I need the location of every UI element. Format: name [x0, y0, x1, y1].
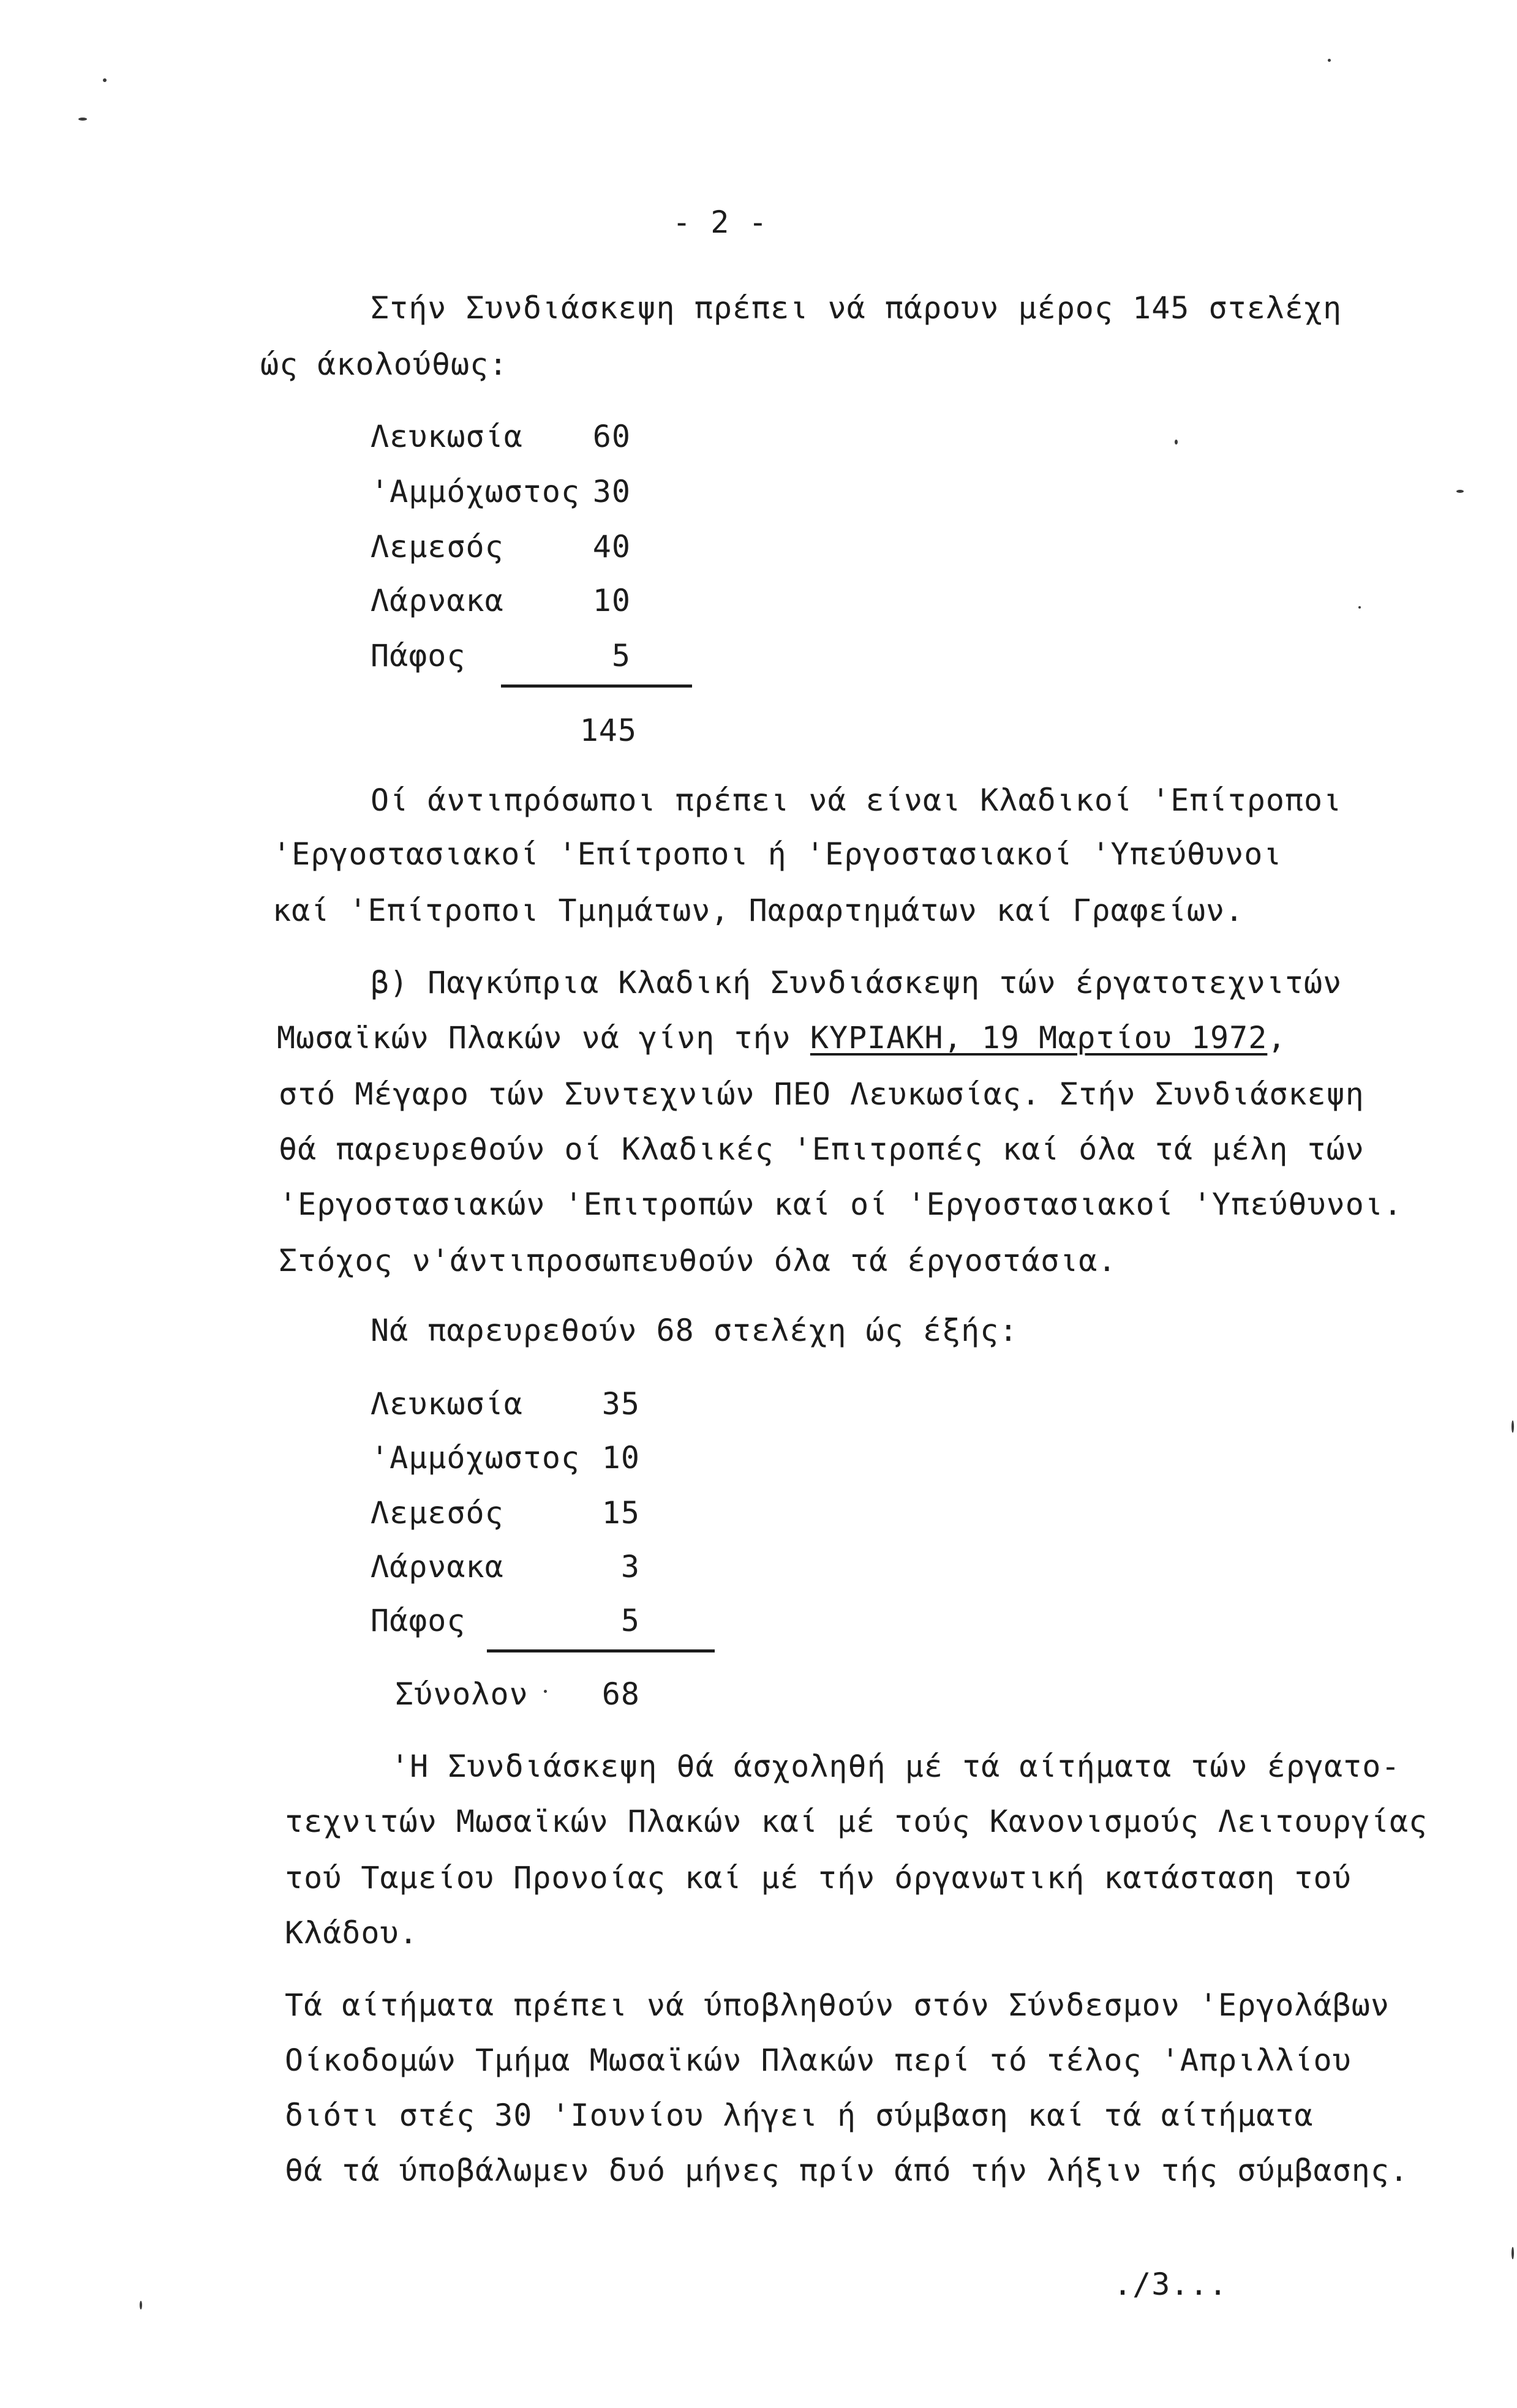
table1-count: 60 — [592, 419, 631, 454]
table2-place: Πάφος — [371, 1603, 466, 1638]
table1-count: 30 — [592, 474, 631, 509]
scan-speck — [78, 118, 87, 121]
table2-total-label: Σύνολον — [395, 1676, 529, 1712]
intro-line-2: ώς άκολούθως: — [260, 347, 508, 382]
scan-speck — [103, 78, 107, 82]
para2-line-3: στό Μέγαρο τών Συντεχνιών ΠΕΟ Λευκωσίας. Στήν Συνδιάσκεψη — [279, 1076, 1365, 1112]
table2-count: 3 — [620, 1549, 640, 1585]
table2-place: Λάρνακα — [371, 1549, 504, 1585]
table2-count: 35 — [601, 1386, 640, 1422]
para2-line-4: θά παρευρεθούν οί Κλαδικές 'Επιτροπές καί όλα τά μέλη τών — [279, 1131, 1365, 1167]
scan-speck — [1511, 1420, 1514, 1433]
para4-line-2: τεχνιτών Μωσαϊκών Πλακών καί μέ τούς Κανονισμούς Λειτουργίας — [285, 1804, 1428, 1839]
table1-place: Λάρνακα — [371, 583, 504, 618]
scan-speck — [544, 1690, 547, 1693]
para2-line-2 — [277, 1020, 1287, 1056]
table1-count: 10 — [592, 583, 631, 618]
scan-speck — [1456, 490, 1464, 493]
para5-line-3: διότι στές 30 'Ιουνίου λήγει ή σύμβαση καί τά αίτήματα — [285, 2098, 1314, 2133]
table1-place: Πάφος — [371, 638, 466, 673]
conference-date: ΚΥΡΙΑΚΗ, 19 Μαρτίου 1972 — [810, 1020, 1268, 1056]
table1-place: Λευκωσία — [371, 419, 523, 454]
table2-place: 'Αμμόχωστος — [371, 1440, 581, 1476]
continuation-marker: ./3... — [1113, 2267, 1228, 2302]
para5-line-2: Οίκοδομών Τμήμα Μωσαϊκών Πλακών περί τό τέλος 'Απριλλίου — [285, 2042, 1352, 2078]
para4-line-3: τού Ταμείου Προνοίας καί μέ τήν όργανωτική κατάσταση τού — [285, 1860, 1352, 1896]
intro-line-1: Στήν Συνδιάσκεψη πρέπει νά πάρουν μέρος 145 στελέχη — [371, 290, 1342, 326]
table2-count: 15 — [601, 1495, 640, 1531]
scan-speck — [1511, 2247, 1514, 2259]
table1-place: Λεμεσός — [371, 529, 504, 564]
para3-line-1: Νά παρευρεθούν 68 στελέχη ώς έξής: — [371, 1313, 1018, 1348]
table2-count: 10 — [601, 1440, 640, 1476]
para1-line-2: 'Εργοστασιακοί 'Επίτροποι ή 'Εργοστασιακοί 'Υπεύθυνοι — [273, 836, 1282, 872]
table2-place: Λευκωσία — [371, 1386, 523, 1422]
para1-line-1: Οί άντιπρόσωποι πρέπει νά είναι Κλαδικοί 'Επίτροποι — [371, 782, 1342, 818]
scan-speck — [1358, 606, 1361, 609]
para2-line-6: Στόχος ν'άντιπροσωπευθούν όλα τά έργοστάσια. — [279, 1243, 1117, 1278]
para2-line-2-text: Μωσαϊκών Πλακών νά γίνη τήν — [277, 1020, 810, 1056]
table1-count: 5 — [611, 638, 631, 673]
para2-line-5: 'Εργοστασιακών 'Επιτροπών καί οί 'Εργοστασιακοί 'Υπεύθυνοι. — [279, 1187, 1403, 1222]
table2-count: 5 — [620, 1603, 640, 1638]
para2-line-2-end: , — [1267, 1020, 1287, 1056]
para1-line-3: καί 'Επίτροποι Τμημάτων, Παραρτημάτων καί Γραφείων. — [273, 893, 1244, 928]
para5-line-4: θά τά ύποβάλωμεν δυό μήνες πρίν άπό τήν λήξιν τής σύμβασης. — [285, 2153, 1409, 2188]
para4-line-1: 'Η Συνδιάσκεψη θά άσχοληθή μέ τά αίτήματα τών έργατο- — [391, 1749, 1401, 1784]
table2-sum-rule — [487, 1649, 715, 1652]
table1-sum-rule — [501, 685, 692, 688]
scan-speck — [1328, 59, 1331, 62]
para4-line-4: Κλάδου. — [285, 1915, 418, 1951]
scan-speck — [1175, 440, 1178, 444]
table1-total: 145 — [579, 713, 637, 748]
page-number: - 2 - — [672, 204, 768, 240]
table2-place: Λεμεσός — [371, 1495, 504, 1531]
table1-place: 'Αμμόχωστος — [371, 474, 581, 509]
para2-line-1: β) Παγκύπρια Κλαδική Συνδιάσκεψη τών έργατοτεχνιτών — [371, 965, 1342, 1000]
table2-total: 68 — [601, 1676, 640, 1712]
scan-speck — [140, 2301, 142, 2309]
table1-count: 40 — [592, 529, 631, 564]
para5-line-1: Τά αίτήματα πρέπει νά ύποβληθούν στόν Σύνδεσμον 'Εργολάβων — [285, 1987, 1390, 2023]
